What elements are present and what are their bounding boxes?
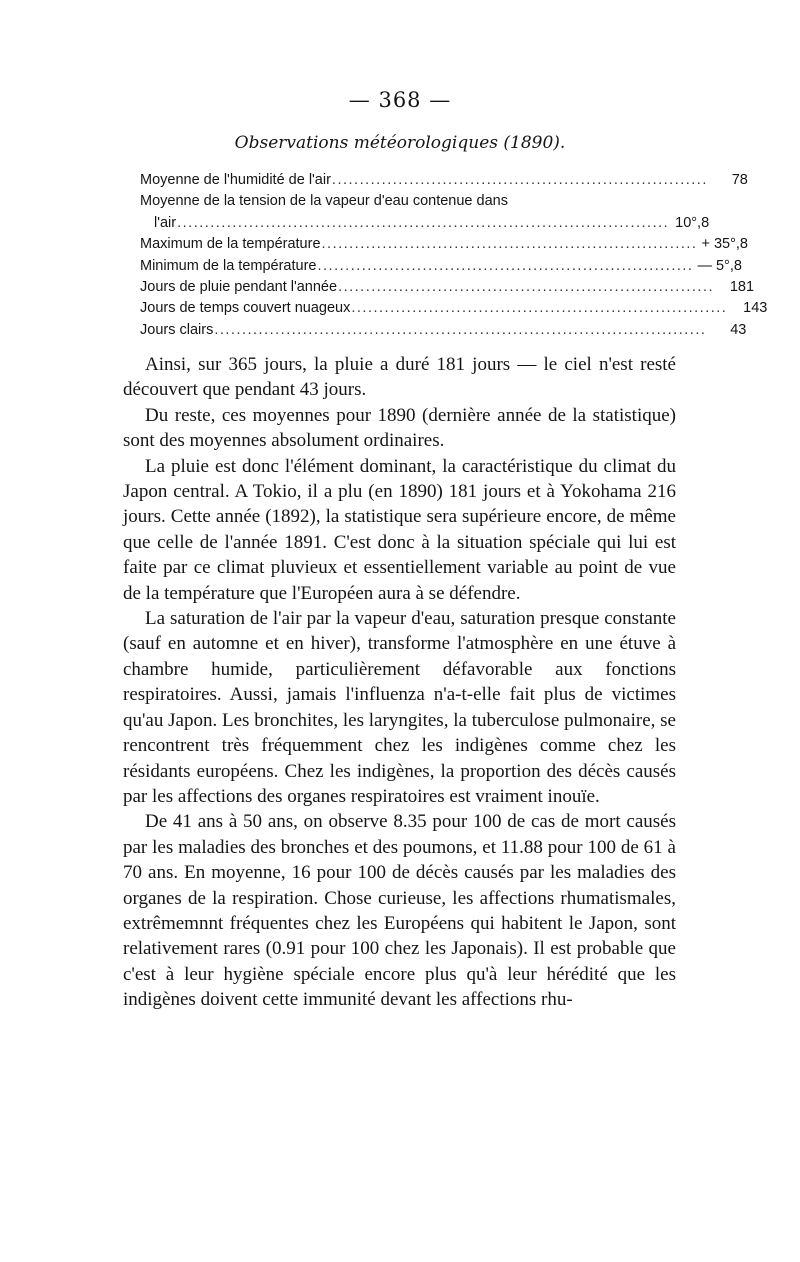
table-title: Observations météorologiques (1890).	[234, 133, 566, 153]
leader-dots: .........................................................................................	[177, 214, 670, 231]
leader-dots: ....................................................................	[351, 300, 728, 317]
leader-dots: ....................................................................	[338, 278, 715, 295]
leader-dots: .........................................................................................	[214, 321, 707, 338]
paragraph: Ainsi, sur 365 jours, la pluie a duré 181 jours — le ciel n'est resté découvert que pendant 43 jours.	[123, 354, 676, 401]
row-label: Jours clairs	[140, 321, 214, 338]
body-text	[123, 352, 676, 1013]
paragraph: La pluie est donc l'élément dominant, la caractéristique du climat du Japon central. A Tokio, il a plu (en 1890) 181 jours et à Yokohama 216 jours. Cette année (1892), la statistique sera supérieure encore, de même que celle de l'année 1891. C'est donc à la situation spéciale qui lui est faite par ce climat pluvieux et essentiellement variable au point de vue de la température que l'Européen aura à se défendre.	[123, 455, 676, 604]
leader-dots: ....................................................................	[317, 257, 694, 274]
row-value: 43	[730, 321, 747, 338]
row-value: 143	[743, 300, 768, 317]
table-row	[140, 277, 755, 298]
row-value: 181	[729, 278, 755, 295]
paragraph: De 41 ans à 50 ans, on observe 8.35 pour 100 de cas de mort causés par les maladies des bronches et des poumons, et 11.88 pour 100 de 61 à 70 ans. En moyenne, 16 pour 100 de décès causés par les maladies des organes de la respiration. Chose curieuse, les affections rhumatismales, extrêmemnnt fréquentes chez les Européens qui habitent le Japon, sont relativement rares (0.91 pour 100 chez les Japonais). Il est probable que c'est à leur hygiène spéciale encore plus qu'à leur hérédité que les indigènes doivent cette immunité devant les affections rhu-	[123, 811, 676, 1011]
table-row	[140, 256, 742, 277]
row-label: Maximum de la température	[140, 236, 321, 253]
leader-dots: ....................................................................	[331, 172, 708, 188]
row-label: Minimum de la température	[140, 257, 317, 274]
row-value: — 5°,8	[697, 257, 742, 274]
table-row	[140, 320, 747, 341]
row-value: + 35°,8	[701, 236, 748, 253]
row-label: l'air	[154, 214, 177, 231]
row-label: Moyenne de la tension de la vapeur d'eau contenue dans	[140, 193, 508, 210]
table-row	[140, 234, 748, 255]
row-label: Jours de temps couvert nuageux	[140, 300, 351, 317]
paragraph: Du reste, ces moyennes pour 1890 (dernière année de la statistique) sont des moyennes absolument ordinaires.	[123, 404, 676, 452]
row-label: Jours de pluie pendant l'année	[140, 278, 338, 295]
table-row	[140, 191, 576, 212]
table-row	[140, 213, 710, 234]
meteorological-table	[140, 170, 768, 341]
table-row	[140, 298, 768, 319]
row-value: 78	[731, 172, 748, 188]
row-value: 10°,8	[675, 214, 710, 231]
row-label: Moyenne de l'humidité de l'air	[140, 172, 331, 188]
leader-dots: ....................................................................	[321, 236, 698, 253]
paragraph: La saturation de l'air par la vapeur d'eau, saturation presque constante (sauf en automne et en hiver), transforme l'atmosphère en une étuve à chambre humide, particulièrement défavorable aux fonctions respiratoires. Aussi, jamais l'influenza n'a-t-elle fait plus de victimes qu'au Japon. Les bronchites, les laryngites, la tuberculose pulmonaire, se rencontrent très fréquemment chez les indigènes comme chez les résidants européens. Chez les indigènes, la proportion des décès causés par les affections des organes respiratoires est vraiment inouïe.	[123, 608, 676, 807]
page-number: — 368 —	[348, 88, 452, 112]
table-row	[140, 170, 748, 191]
